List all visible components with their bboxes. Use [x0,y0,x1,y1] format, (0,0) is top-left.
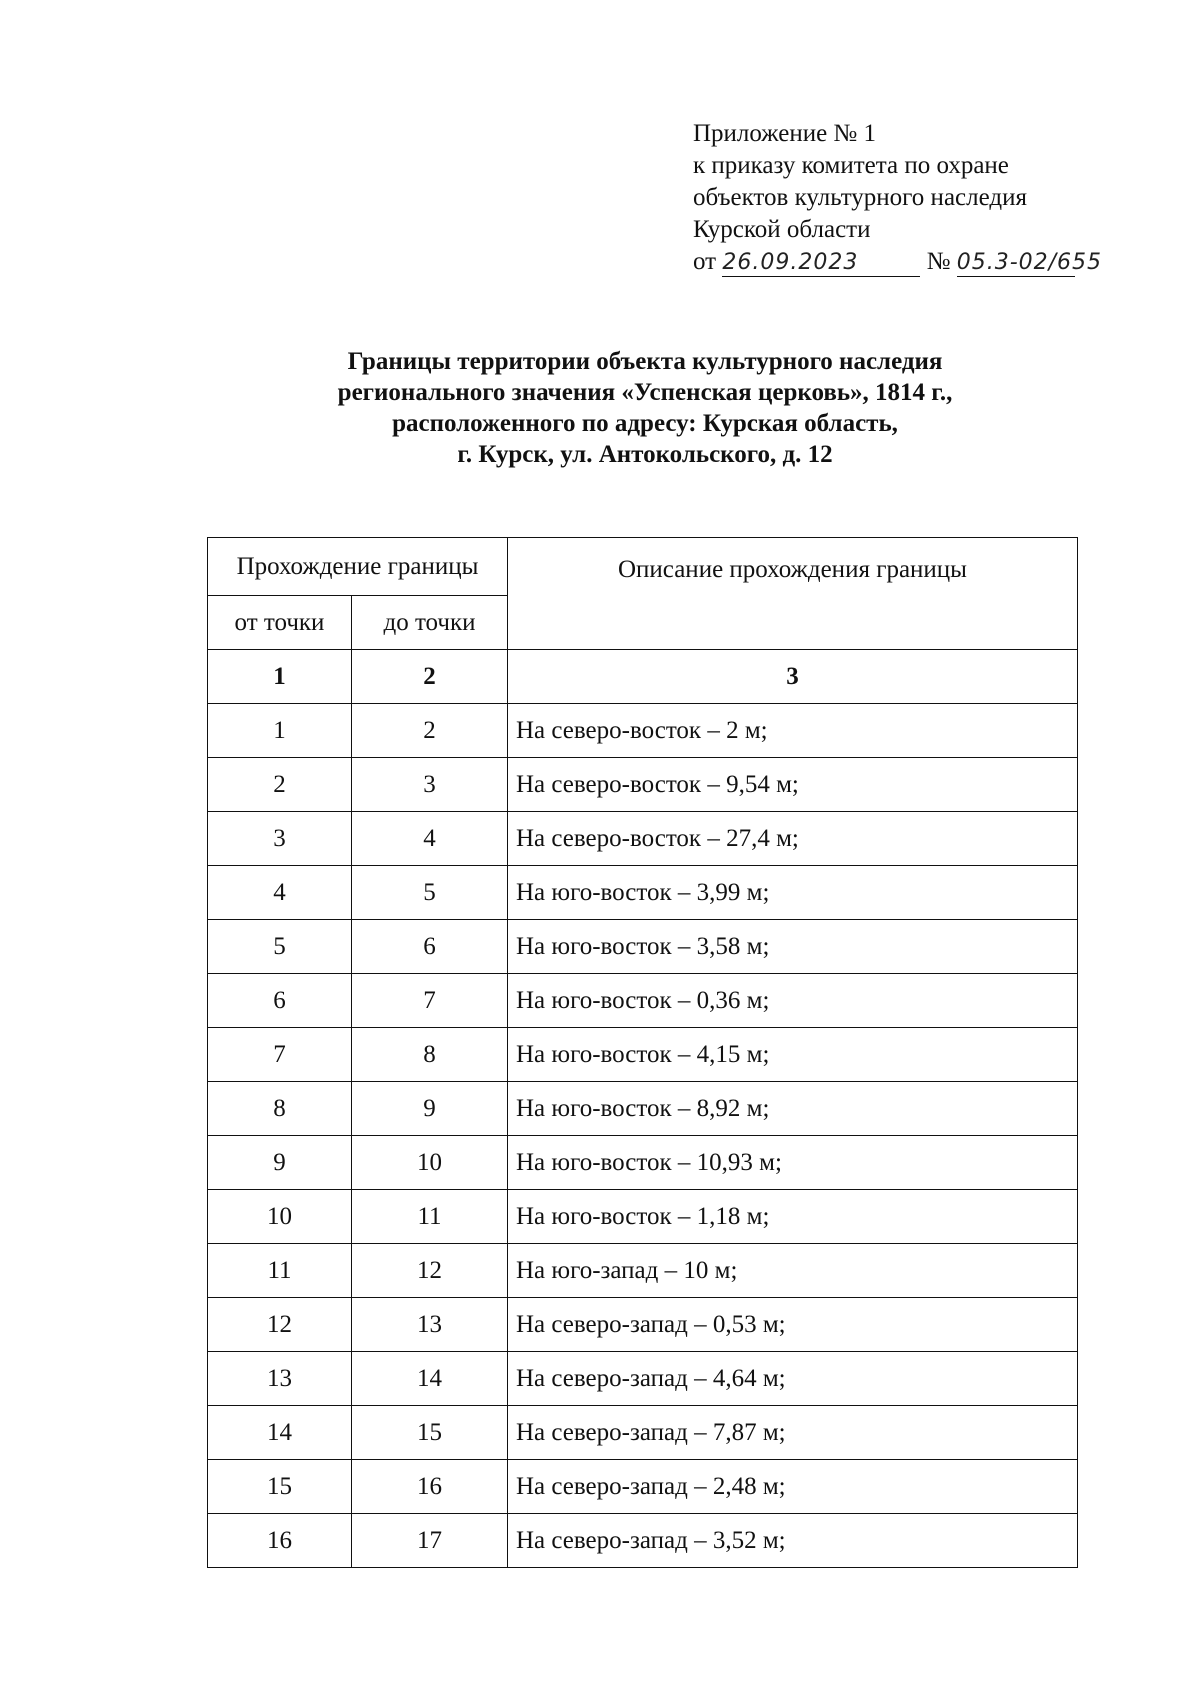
table-row [208,704,1078,758]
cell-from-point: 9 [208,1136,352,1190]
order-number: 05.3-02/655 [956,250,1103,275]
table-body [208,704,1078,1568]
cell-description: На юго-восток – 3,58 м; [508,920,1078,974]
cell-from-point: 2 [208,758,352,812]
boundary-table [207,537,1078,1568]
cell-from-point: 5 [208,920,352,974]
cell-description: На юго-запад – 10 м; [508,1244,1078,1298]
date-prefix: от [693,248,717,275]
cell-from-point: 3 [208,812,352,866]
table-row [208,1514,1078,1568]
cell-from-point: 11 [208,1244,352,1298]
appendix-order-line: к приказу комитета по охране [693,152,1009,179]
cell-description: На северо-запад – 7,87 м; [508,1406,1078,1460]
appendix-title: Приложение № 1 [693,120,877,147]
header-description: Описание прохождения границы [508,538,1078,650]
table-row [208,1460,1078,1514]
cell-from-point: 16 [208,1514,352,1568]
cell-to-point: 10 [352,1136,508,1190]
title-line-4: г. Курск, ул. Антокольского, д. 12 [457,441,833,468]
cell-from-point: 7 [208,1028,352,1082]
table-row [208,1028,1078,1082]
cell-description: На юго-восток – 1,18 м; [508,1190,1078,1244]
cell-description: На северо-запад – 2,48 м; [508,1460,1078,1514]
cell-to-point: 7 [352,974,508,1028]
cell-to-point: 4 [352,812,508,866]
table-row [208,1298,1078,1352]
cell-description: На юго-восток – 8,92 м; [508,1082,1078,1136]
table-row [208,1082,1078,1136]
table-row [208,1136,1078,1190]
header-to-point: до точки [352,596,508,650]
table-row [208,920,1078,974]
table-row [208,1244,1078,1298]
cell-to-point: 14 [352,1352,508,1406]
table-row [208,1352,1078,1406]
cell-description: На северо-восток – 27,4 м; [508,812,1078,866]
cell-description: На северо-запад – 0,53 м; [508,1298,1078,1352]
cell-from-point: 12 [208,1298,352,1352]
title-line-3: расположенного по адресу: Курская область, [392,410,898,437]
cell-description: На северо-запад – 4,64 м; [508,1352,1078,1406]
header-boundary-group: Прохождение границы [208,538,508,596]
table-row [208,1190,1078,1244]
cell-description: На юго-восток – 0,36 м; [508,974,1078,1028]
cell-description: На северо-запад – 3,52 м; [508,1514,1078,1568]
cell-description: На северо-восток – 2 м; [508,704,1078,758]
document-title [0,346,1200,470]
cell-to-point: 8 [352,1028,508,1082]
cell-to-point: 5 [352,866,508,920]
cell-from-point: 13 [208,1352,352,1406]
column-number-1: 1 [208,650,352,704]
table-row [208,1406,1078,1460]
cell-to-point: 12 [352,1244,508,1298]
table-row [208,866,1078,920]
cell-description: На юго-восток – 3,99 м; [508,866,1078,920]
title-line-2: регионального значения «Успенская церковь», 1814 г., [337,379,953,406]
table-row [208,758,1078,812]
cell-from-point: 6 [208,974,352,1028]
cell-to-point: 9 [352,1082,508,1136]
cell-from-point: 15 [208,1460,352,1514]
cell-description: На северо-восток – 9,54 м; [508,758,1078,812]
cell-to-point: 15 [352,1406,508,1460]
cell-description: На юго-восток – 4,15 м; [508,1028,1078,1082]
table-row [208,974,1078,1028]
order-date: 26.09.2023 [722,250,859,275]
cell-from-point: 4 [208,866,352,920]
cell-to-point: 3 [352,758,508,812]
cell-to-point: 2 [352,704,508,758]
cell-from-point: 10 [208,1190,352,1244]
appendix-date-number-line [693,246,1103,278]
cell-from-point: 14 [208,1406,352,1460]
number-prefix: № [926,248,951,275]
cell-to-point: 11 [352,1190,508,1244]
cell-to-point: 13 [352,1298,508,1352]
appendix-header [693,118,1103,278]
cell-to-point: 17 [352,1514,508,1568]
cell-to-point: 16 [352,1460,508,1514]
appendix-region-line: Курской области [693,216,871,243]
appendix-committee-line: объектов культурного наследия [693,184,1027,211]
cell-from-point: 1 [208,704,352,758]
cell-description: На юго-восток – 10,93 м; [508,1136,1078,1190]
table-row [208,812,1078,866]
cell-to-point: 6 [352,920,508,974]
column-number-2: 2 [352,650,508,704]
title-line-1: Границы территории объекта культурного наследия [347,348,943,375]
column-number-3: 3 [508,650,1078,704]
cell-from-point: 8 [208,1082,352,1136]
header-from-point: от точки [208,596,352,650]
